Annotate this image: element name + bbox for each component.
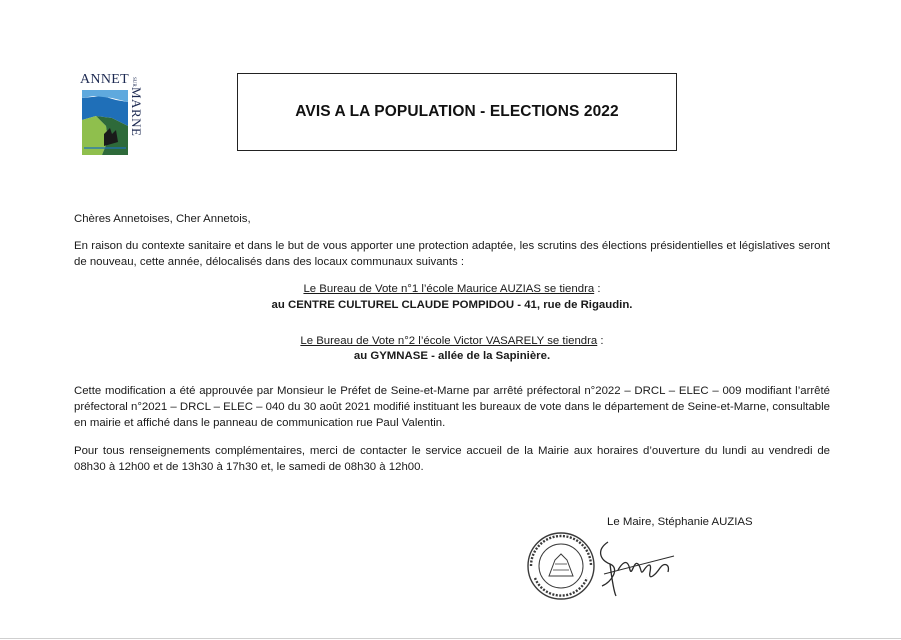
bureau2-heading [74, 333, 830, 349]
bureau1-colon: : [594, 283, 601, 295]
intro-paragraph: En raison du contexte sanitaire et dans le but de vous apporter une protection adaptée, les scrutins des élections présidentielles et législatives seront de nouveau, cette année, délocalisés dans des locaux communaux suivants : [74, 240, 830, 268]
greeting: Chères Annetoises, Cher Annetois, [74, 213, 251, 225]
logo-sub: SUR [131, 77, 136, 87]
logo-word: ANNET [80, 72, 129, 87]
logo-landscape-icon [82, 90, 128, 155]
signer-name: Le Maire, Stéphanie AUZIAS [607, 516, 753, 528]
title-box [237, 73, 677, 151]
handwritten-signature [590, 530, 680, 602]
logo-vertical-word: MARNE [129, 87, 144, 137]
modification-paragraph: Cette modification a été approuvée par Monsieur le Préfet de Seine-et-Marne par arrêté préfectoral n°2022 – DRCL – ELEC – 009 modifiant l’arrêté préfectoral n°2021 – DRCL – ELEC – 040 du 30 août 2021 modifié instituant les bureaux de vote dans le département de Seine-et-Marne, consultable en mairie et affiché dans le panneau de communication rue Paul Valentin. [74, 385, 830, 429]
bureau2-colon: : [597, 335, 604, 347]
bureau2-location: au GYMNASE - allée de la Sapinière. [353, 350, 551, 362]
contact-paragraph: Pour tous renseignements complémentaires, merci de contacter le service accueil de la Mairie aux horaires d’ouverture du lundi au vendredi de 08h30 à 12h00 et de 13h30 à 17h30 et, le samedi de 08h30 à 12h00. [74, 445, 830, 473]
bureau1-location: au CENTRE CULTUREL CLAUDE POMPIDOU - 41, rue de Rigaudin. [271, 299, 633, 311]
page-title: AVIS A LA POPULATION - ELECTIONS 2022 [295, 103, 619, 120]
municipal-logo [80, 73, 146, 157]
bureau2-heading-text: Le Bureau de Vote n°2 l’école Victor VASARELY se tiendra [300, 335, 598, 347]
bureau1-heading-text: Le Bureau de Vote n°1 l’école Maurice AUZIAS se tiendra [303, 283, 595, 295]
page-bottom-rule [0, 638, 901, 639]
mairie-seal-stamp [525, 530, 597, 602]
bureau1-heading [74, 281, 830, 297]
